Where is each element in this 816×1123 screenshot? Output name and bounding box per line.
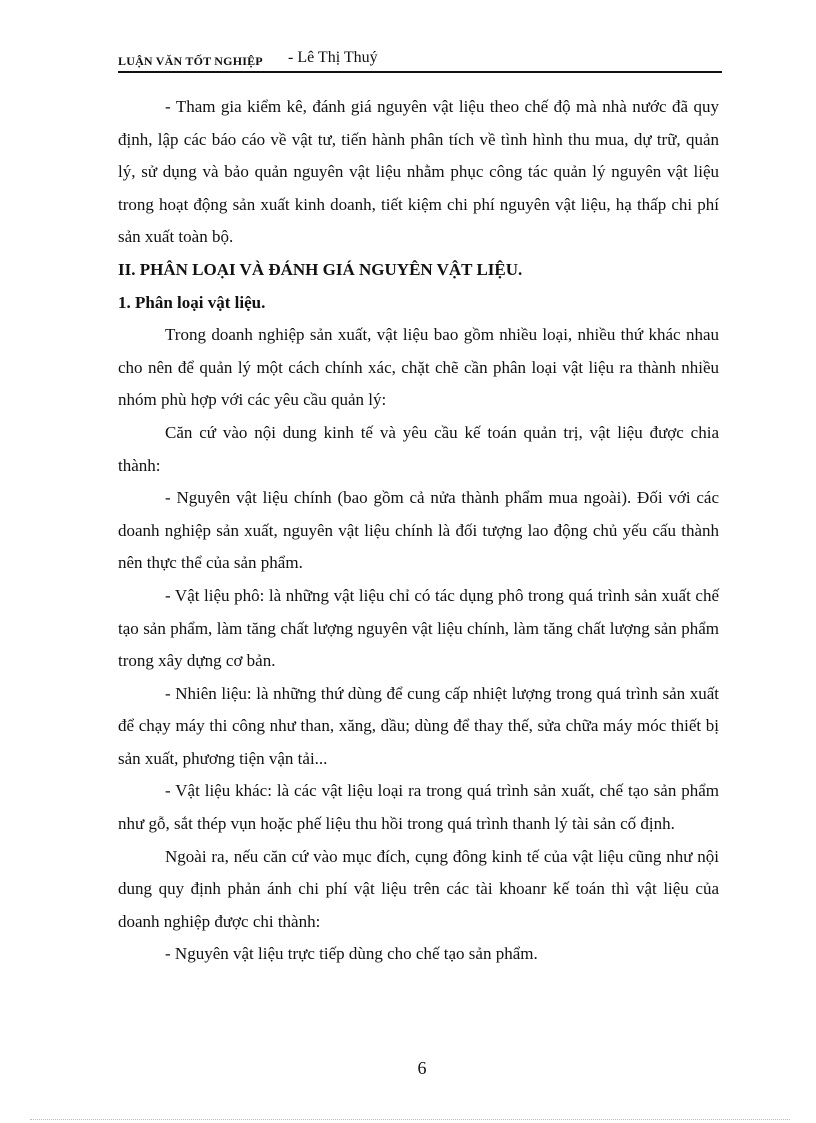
- paragraph-9: - Nguyên vật liệu trực tiếp dùng cho chế tạo sản phẩm.: [165, 944, 538, 964]
- paragraph-7: - Vật liệu khác: là các vật liệu loại ra trong quá trình sản xuất, chế tạo sản phẩm như gỗ, sắt thép vụn hoặc phế liệu thu hồi trong quá trình thanh lý tài sản cố định.: [118, 781, 719, 834]
- footer-divider: [30, 1119, 790, 1120]
- page-header: [118, 48, 722, 70]
- paragraph-2: Trong doanh nghiệp sản xuất, vật liệu bao gồm nhiều loại, nhiều thứ khác nhau cho nên để quản lý một cách chính xác, chặt chẽ cần phân loại vật liệu ra thành nhiều nhóm phù hợp với các yêu cầu quản lý:: [118, 325, 719, 410]
- thesis-label: LUẬN VĂN TỐT NGHIỆP: [118, 54, 263, 68]
- header-rule: [118, 71, 722, 73]
- paragraph-1: - Tham gia kiểm kê, đánh giá nguyên vật liệu theo chế độ mà nhà nước đã quy định, lập các báo cáo về vật tư, tiến hành phân tích về tình hình thu mua, dự trữ, quản lý, sử dụng và bảo quản nguyên vật liệu nhằm phục công tác quản lý nguyên vật liệu trong hoạt động sản xuất kinh doanh, tiết kiệm chi phí nguyên vật liệu, hạ thấp chi phí sản xuất toàn bộ.: [118, 97, 719, 247]
- paragraph-4: - Nguyên vật liệu chính (bao gồm cả nửa thành phẩm mua ngoài). Đối với các doanh nghiệp sản xuất, nguyên vật liệu chính là đối tượng lao động chủ yếu cấu thành nên thực thể của sản phẩm.: [118, 488, 719, 573]
- paragraph-6: - Nhiên liệu: là những thứ dùng để cung cấp nhiệt lượng trong quá trình sản xuất để chạy máy thi công như than, xăng, dầu; dùng để thay thế, sửa chữa máy móc thiết bị sản xuất, phương tiện vận tải...: [118, 683, 719, 768]
- page-number: 6: [417, 1058, 427, 1078]
- section-heading: II. PHÂN LOẠI VÀ ĐÁNH GIÁ NGUYÊN VẬT LIỆU.: [118, 259, 523, 279]
- subsection-heading: 1. Phân loại vật liệu.: [118, 292, 266, 312]
- page-body: [118, 91, 719, 971]
- author-name: - Lê Thị Thuý: [288, 49, 378, 66]
- paragraph-5: - Vật liệu phô: là những vật liệu chỉ có tác dụng phô trong quá trình sản xuất chế tạo sản phẩm, làm tăng chất lượng nguyên vật liệu chính, làm tăng chất lượng sản phẩm trong xây dựng cơ bản.: [118, 585, 719, 671]
- paragraph-8: Ngoài ra, nếu căn cứ vào mục đích, cụng đông kinh tế của vật liệu cũng như nội dung quy định phản ánh chi phí vật liệu trên các tài khoanr kế toán thì vật liệu của doanh nghiệp được chi thành:: [118, 846, 719, 931]
- paragraph-3: Căn cứ vào nội dung kinh tế và yêu cầu kế toán quản trị, vật liệu được chia thành:: [118, 422, 719, 475]
